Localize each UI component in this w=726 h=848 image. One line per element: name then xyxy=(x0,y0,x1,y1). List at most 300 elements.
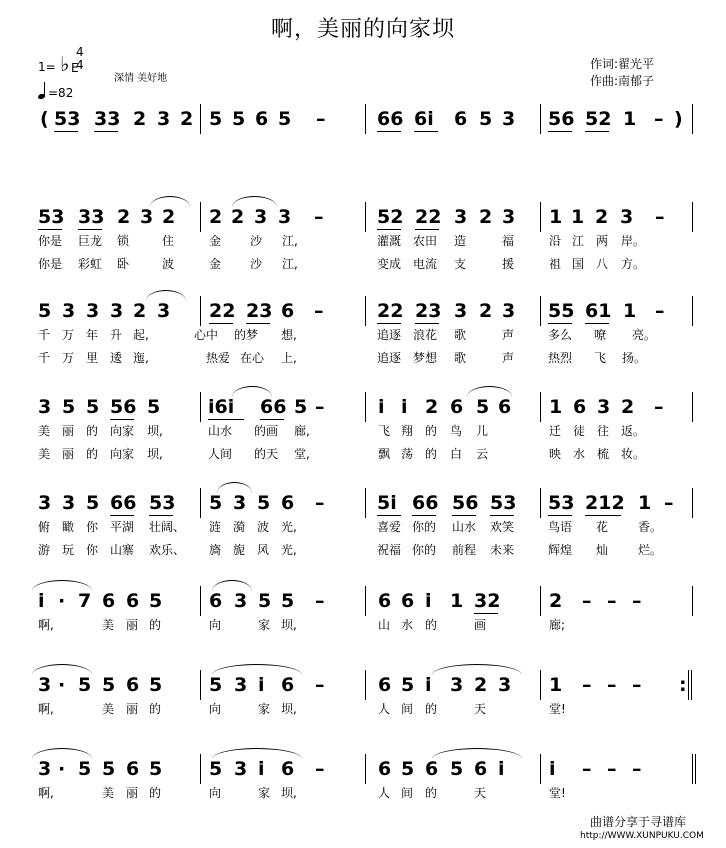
note: – xyxy=(582,590,592,612)
note: 5 xyxy=(401,674,415,696)
beam-line xyxy=(585,131,609,132)
note: 6i xyxy=(414,108,434,130)
lyric-syllable: 波 xyxy=(162,257,175,271)
key-letter: E xyxy=(71,61,79,75)
beam-line xyxy=(260,419,284,420)
key-signature-block xyxy=(38,45,208,104)
lyric-syllable: 的 xyxy=(425,786,438,800)
beam-line xyxy=(412,515,436,516)
barline xyxy=(692,586,693,616)
beam-line xyxy=(585,323,609,324)
note: 3 xyxy=(38,674,52,696)
barline xyxy=(200,488,201,518)
beam-line xyxy=(246,323,270,324)
lyric-syllable: 美 xyxy=(102,702,115,716)
quarter-note-icon xyxy=(37,93,45,100)
lyric-syllable: 歌 xyxy=(454,328,467,342)
note: 3 xyxy=(140,206,154,228)
lyric-syllable: 喜爱 xyxy=(377,520,402,534)
note: i xyxy=(425,674,432,696)
note: i xyxy=(258,674,265,696)
lyric-syllable: 未来 xyxy=(490,543,515,557)
note: 55 xyxy=(548,300,575,322)
note: 5 xyxy=(209,758,223,780)
lyric-syllable: 俯 xyxy=(38,520,51,534)
lyric-syllable: 人 xyxy=(378,786,391,800)
note: 61 xyxy=(585,300,612,322)
lyric-syllable: 方。 xyxy=(621,257,646,271)
note: – xyxy=(315,590,325,612)
barline xyxy=(540,202,541,232)
note: 6 xyxy=(573,396,587,418)
lyric-syllable: 的 xyxy=(149,786,162,800)
lyric-syllable: 的 xyxy=(425,618,438,632)
beam-line xyxy=(585,515,621,516)
lyric-syllable: 啊, xyxy=(38,702,54,716)
barline xyxy=(365,754,366,784)
lyric-syllable: 里 xyxy=(86,351,99,365)
lyric-syllable: 江, xyxy=(282,257,298,271)
barline xyxy=(200,202,201,232)
lyric-syllable: 徒 xyxy=(573,424,586,438)
note: 5 xyxy=(278,108,292,130)
note: – xyxy=(315,758,325,780)
note: : xyxy=(679,674,687,696)
lyric-syllable: 迤, xyxy=(133,351,149,365)
note: 3 xyxy=(502,300,516,322)
note: 2 xyxy=(133,300,147,322)
lyric-syllable: 热爱 xyxy=(206,351,231,365)
note: 53 xyxy=(38,206,65,228)
lyric-syllable: 追逐 xyxy=(377,328,402,342)
footer xyxy=(580,815,704,843)
note: 1 xyxy=(638,492,652,514)
lyric-syllable: 烂。 xyxy=(638,543,663,557)
lyric-syllable: 飞 xyxy=(378,424,391,438)
note: 3 xyxy=(502,108,516,130)
lyric-syllable: 壮阔、 xyxy=(149,520,186,534)
lyric-syllable: 映 xyxy=(549,447,562,461)
note: i xyxy=(378,396,385,418)
note: 5 xyxy=(38,300,52,322)
lyric-syllable: 支 xyxy=(454,257,467,271)
note: 1 xyxy=(549,206,563,228)
note: 2 xyxy=(621,396,635,418)
note: 5 xyxy=(86,492,100,514)
beam-line xyxy=(110,419,134,420)
lyric-syllable: 的 xyxy=(149,702,162,716)
notes-row xyxy=(32,108,702,136)
time-beats: 4 xyxy=(76,45,84,59)
lyric-syllable: 嘹 xyxy=(594,328,607,342)
beam-line xyxy=(377,131,401,132)
barline xyxy=(692,754,693,784)
beam-line xyxy=(149,515,173,516)
lyric-syllable: 翔 xyxy=(401,424,414,438)
note: – xyxy=(654,108,664,130)
tempo-marking xyxy=(38,82,73,100)
lyric-syllable: 坝, xyxy=(281,702,297,716)
barline xyxy=(692,104,693,134)
note: 6 xyxy=(378,758,392,780)
barline xyxy=(692,488,693,518)
lyric-syllable: 热烈 xyxy=(548,351,573,365)
note: 5 xyxy=(149,758,163,780)
score-system xyxy=(0,492,726,582)
barline xyxy=(540,754,541,784)
note: 6 xyxy=(126,590,140,612)
note: 5 xyxy=(209,108,223,130)
lyric-syllable: 啊, xyxy=(38,786,54,800)
barline xyxy=(365,488,366,518)
lyric-syllable: 美 xyxy=(38,447,51,461)
lyric-syllable: 沙 xyxy=(250,234,263,248)
lyric-syllable: 梳 xyxy=(597,447,610,461)
note: 1 xyxy=(571,206,585,228)
beam-line xyxy=(415,229,439,230)
lyric-syllable: 间 xyxy=(401,786,414,800)
lyric-syllable: 的画 xyxy=(254,424,279,438)
note: – xyxy=(314,300,324,322)
lyric-syllable: 年 xyxy=(86,328,99,342)
note: 1 xyxy=(623,300,637,322)
flat-icon: ♭ xyxy=(60,52,70,76)
lyric-syllable: 声 xyxy=(502,351,515,365)
lyric-syllable: 廊; xyxy=(549,618,566,632)
note: 52 xyxy=(585,108,612,130)
note: 56 xyxy=(548,108,575,130)
lyric-syllable: 坝, xyxy=(147,447,163,461)
lyric-syllable: 家 xyxy=(258,618,271,632)
note: 6 xyxy=(401,590,415,612)
lyric-syllable: 漪 xyxy=(233,520,246,534)
note: i xyxy=(258,758,265,780)
note: i xyxy=(549,758,556,780)
barline xyxy=(688,670,689,700)
lyric-syllable: 追逐 xyxy=(377,351,402,365)
lyric-syllable: 波 xyxy=(257,520,270,534)
lyric-syllable: 的 xyxy=(86,424,99,438)
note: – xyxy=(315,396,325,418)
lyric-syllable: 的 xyxy=(425,424,438,438)
barline xyxy=(540,104,541,134)
note: 66 xyxy=(412,492,439,514)
note: 53 xyxy=(548,492,575,514)
lyric-syllable: 光, xyxy=(281,543,297,557)
lyric-syllable: 山寨 xyxy=(110,543,135,557)
beam-line xyxy=(474,613,498,614)
beam-line xyxy=(78,229,102,230)
note: 53 xyxy=(490,492,517,514)
note: 3 xyxy=(234,590,248,612)
lyric-syllable: 你 xyxy=(86,543,99,557)
note: 53 xyxy=(149,492,176,514)
beam-line xyxy=(548,323,572,324)
lyric-syllable: 丽 xyxy=(126,618,139,632)
lyric-syllable: 家 xyxy=(258,786,271,800)
lyric-syllable: 亮。 xyxy=(632,328,657,342)
lyric-syllable: 升 xyxy=(110,328,123,342)
lyric-syllable: 鸟 xyxy=(450,424,463,438)
lyric-syllable: 欢乐、 xyxy=(149,543,186,557)
note: 66 xyxy=(260,396,287,418)
lyric-syllable: 金 xyxy=(209,234,222,248)
lyric-syllable: 玩 xyxy=(62,543,75,557)
note: – xyxy=(655,206,665,228)
lyric-syllable: 你是 xyxy=(38,257,63,271)
lyric-syllable: 迁 xyxy=(549,424,562,438)
note: 2 xyxy=(474,674,488,696)
note: 1 xyxy=(623,108,637,130)
footer-url: http://WWW.XUNPUKU.COM xyxy=(580,831,704,841)
notes-row xyxy=(32,492,702,520)
lyric-syllable: 风 xyxy=(257,543,270,557)
note: – xyxy=(316,108,326,130)
lyric-syllable: 丽 xyxy=(126,786,139,800)
note: 5 xyxy=(258,590,272,612)
notes-row xyxy=(32,590,702,618)
note: 3 xyxy=(450,674,464,696)
note: 5 xyxy=(401,758,415,780)
time-signature xyxy=(76,46,84,72)
lyric-syllable: 前程 xyxy=(452,543,477,557)
lyric-syllable: 天 xyxy=(474,786,487,800)
note: i xyxy=(498,758,505,780)
lyric-syllable: 向 xyxy=(209,702,222,716)
score-system xyxy=(0,300,726,390)
lyric-syllable: 你的 xyxy=(412,520,437,534)
lyric-syllable: 福 xyxy=(502,234,515,248)
lyric-syllable: 万 xyxy=(62,351,75,365)
beam-line xyxy=(110,515,134,516)
lyric-syllable: 家 xyxy=(258,702,271,716)
beam-line xyxy=(209,323,233,324)
lyric-syllable: 巨龙 xyxy=(78,234,103,248)
note: 6 xyxy=(450,396,464,418)
lyric-syllable: 上, xyxy=(281,351,297,365)
note: 2 xyxy=(425,396,439,418)
note: 6 xyxy=(126,758,140,780)
note: 5 xyxy=(78,674,92,696)
barline xyxy=(365,296,366,326)
note: 3 xyxy=(254,206,268,228)
lyric-syllable: 起, xyxy=(133,328,149,342)
lyric-syllable: 变成 xyxy=(377,257,402,271)
lyric-syllable: 灿 xyxy=(596,543,609,557)
lyric-syllable: 美 xyxy=(102,786,115,800)
composer: 作曲:南郁子 xyxy=(590,74,655,88)
lyric-syllable: 千 xyxy=(38,328,51,342)
lyric-syllable: 丽 xyxy=(62,424,75,438)
beam-line xyxy=(548,131,572,132)
lyric-syllable: 山水 xyxy=(208,424,233,438)
lyric-syllable: 八 xyxy=(596,257,609,271)
note: ) xyxy=(674,108,683,130)
note: 5 xyxy=(62,396,76,418)
lyric-syllable: 想, xyxy=(281,328,297,342)
note: 5 xyxy=(102,758,116,780)
lyric-syllable: 堂! xyxy=(549,702,566,716)
lyric-syllable: 的 xyxy=(425,702,438,716)
lyric-syllable: 万 xyxy=(62,328,75,342)
note: – xyxy=(607,590,617,612)
beam-line xyxy=(208,419,244,420)
lyric-syllable: 儿 xyxy=(476,424,489,438)
note: – xyxy=(632,590,642,612)
lyric-syllable: 辉煌 xyxy=(548,543,573,557)
lyric-syllable: 卧 xyxy=(117,257,130,271)
lyric-syllable: 向 xyxy=(209,786,222,800)
lyric-syllable: 山 xyxy=(378,618,391,632)
score-system xyxy=(0,674,726,764)
barline xyxy=(540,488,541,518)
beam-line xyxy=(548,515,572,516)
note: – xyxy=(654,396,664,418)
beam-line xyxy=(54,131,78,132)
note: 6 xyxy=(378,674,392,696)
note: – xyxy=(632,758,642,780)
lyric-syllable: 平湖 xyxy=(110,520,135,534)
lyric-syllable: 农田 xyxy=(413,234,438,248)
beam-line xyxy=(490,515,514,516)
lyric-syllable: 祝福 xyxy=(377,543,402,557)
note: 6 xyxy=(281,300,295,322)
note: 2 xyxy=(595,206,609,228)
lyric-syllable: 的天 xyxy=(254,447,279,461)
note: 5 xyxy=(294,396,308,418)
note: 2 xyxy=(549,590,563,612)
lyric-syllable: 金 xyxy=(209,257,222,271)
beam-line xyxy=(377,229,401,230)
lyric-syllable: 援 xyxy=(502,257,515,271)
score-system xyxy=(0,206,726,296)
score-system xyxy=(0,396,726,486)
notes-row xyxy=(32,396,702,424)
lyric-syllable: 云 xyxy=(476,447,489,461)
note: 3 xyxy=(38,758,52,780)
note: 5 xyxy=(78,758,92,780)
note: 3 xyxy=(38,492,52,514)
lyric-syllable: 千 xyxy=(38,351,51,365)
note: 3 xyxy=(62,492,76,514)
note: 212 xyxy=(585,492,625,514)
lyric-syllable: 逶 xyxy=(110,351,123,365)
lyric-syllable: 江, xyxy=(282,234,298,248)
tempo-value: =82 xyxy=(48,86,74,100)
barline xyxy=(200,104,201,134)
note: 23 xyxy=(246,300,273,322)
barline xyxy=(540,296,541,326)
score-system xyxy=(0,590,726,680)
lyric-syllable: 旎 xyxy=(233,543,246,557)
note: 2 xyxy=(479,206,493,228)
note: 22 xyxy=(377,300,404,322)
footer-label: 曲谱分享于寻谱库 xyxy=(589,815,686,829)
lyric-syllable: 两 xyxy=(596,234,609,248)
note: 53 xyxy=(54,108,81,130)
lyric-syllable: 妆。 xyxy=(621,447,646,461)
note: 6 xyxy=(281,758,295,780)
note: 66 xyxy=(110,492,137,514)
notes-row xyxy=(32,300,702,328)
barline xyxy=(200,296,201,326)
notes-row xyxy=(32,206,702,234)
beam-line xyxy=(415,323,439,324)
lyric-syllable: 丽 xyxy=(62,447,75,461)
note: – xyxy=(314,206,324,228)
lyric-syllable: 画 xyxy=(474,618,487,632)
note: 2 xyxy=(231,206,245,228)
lyric-syllable: 的梦 xyxy=(234,328,259,342)
lyric-syllable: 人间 xyxy=(208,447,233,461)
lyric-syllable: 向 xyxy=(209,618,222,632)
time-unit: 4 xyxy=(76,58,84,72)
note: 1 xyxy=(549,674,563,696)
note: – xyxy=(607,674,617,696)
lyric-syllable: 心中 xyxy=(194,328,219,342)
lyric-syllable: 飞 xyxy=(594,351,607,365)
note: 22 xyxy=(415,206,442,228)
note: 3 xyxy=(38,396,52,418)
note: – xyxy=(607,758,617,780)
lyric-syllable: 花 xyxy=(596,520,609,534)
barline xyxy=(692,296,693,326)
barline xyxy=(365,586,366,616)
note: 3 xyxy=(502,206,516,228)
note: 3 xyxy=(86,300,100,322)
lyric-syllable: 荡 xyxy=(401,447,414,461)
lyric-syllable: 梦想 xyxy=(413,351,438,365)
note: · xyxy=(58,674,66,696)
mood-marking: 深情 美好地 xyxy=(114,73,168,84)
note: 22 xyxy=(209,300,236,322)
note: 3 xyxy=(157,108,171,130)
lyric-syllable: 坝, xyxy=(281,618,297,632)
lyric-syllable: 水 xyxy=(401,618,414,632)
note: 5 xyxy=(149,590,163,612)
note: 5 xyxy=(450,758,464,780)
lyric-syllable: 的 xyxy=(86,447,99,461)
lyric-syllable: 天 xyxy=(474,702,487,716)
note: 1 xyxy=(450,590,464,612)
note: i xyxy=(38,590,45,612)
note: – xyxy=(632,674,642,696)
lyric-syllable: 啊, xyxy=(38,618,54,632)
note: – xyxy=(315,674,325,696)
barline xyxy=(692,202,693,232)
note: · xyxy=(58,590,66,612)
notes-row xyxy=(32,758,702,786)
note: 32 xyxy=(474,590,501,612)
lyric-syllable: 间 xyxy=(401,702,414,716)
barline xyxy=(540,670,541,700)
lyric-syllable: 国 xyxy=(572,257,585,271)
lyric-syllable: 山水 xyxy=(452,520,477,534)
note: 52 xyxy=(377,206,404,228)
note: 5 xyxy=(102,674,116,696)
note: 1 xyxy=(549,396,563,418)
note: 6 xyxy=(378,590,392,612)
lyric-syllable: 祖 xyxy=(549,257,562,271)
note: 2 xyxy=(209,206,223,228)
lyric-syllable: 歌 xyxy=(454,351,467,365)
note: i6i xyxy=(208,396,235,418)
lyric-syllable: 锁 xyxy=(117,234,130,248)
note: 7 xyxy=(78,590,92,612)
note: ( xyxy=(40,108,49,130)
note: 3 xyxy=(597,396,611,418)
lyric-syllable: 沿 xyxy=(549,234,562,248)
